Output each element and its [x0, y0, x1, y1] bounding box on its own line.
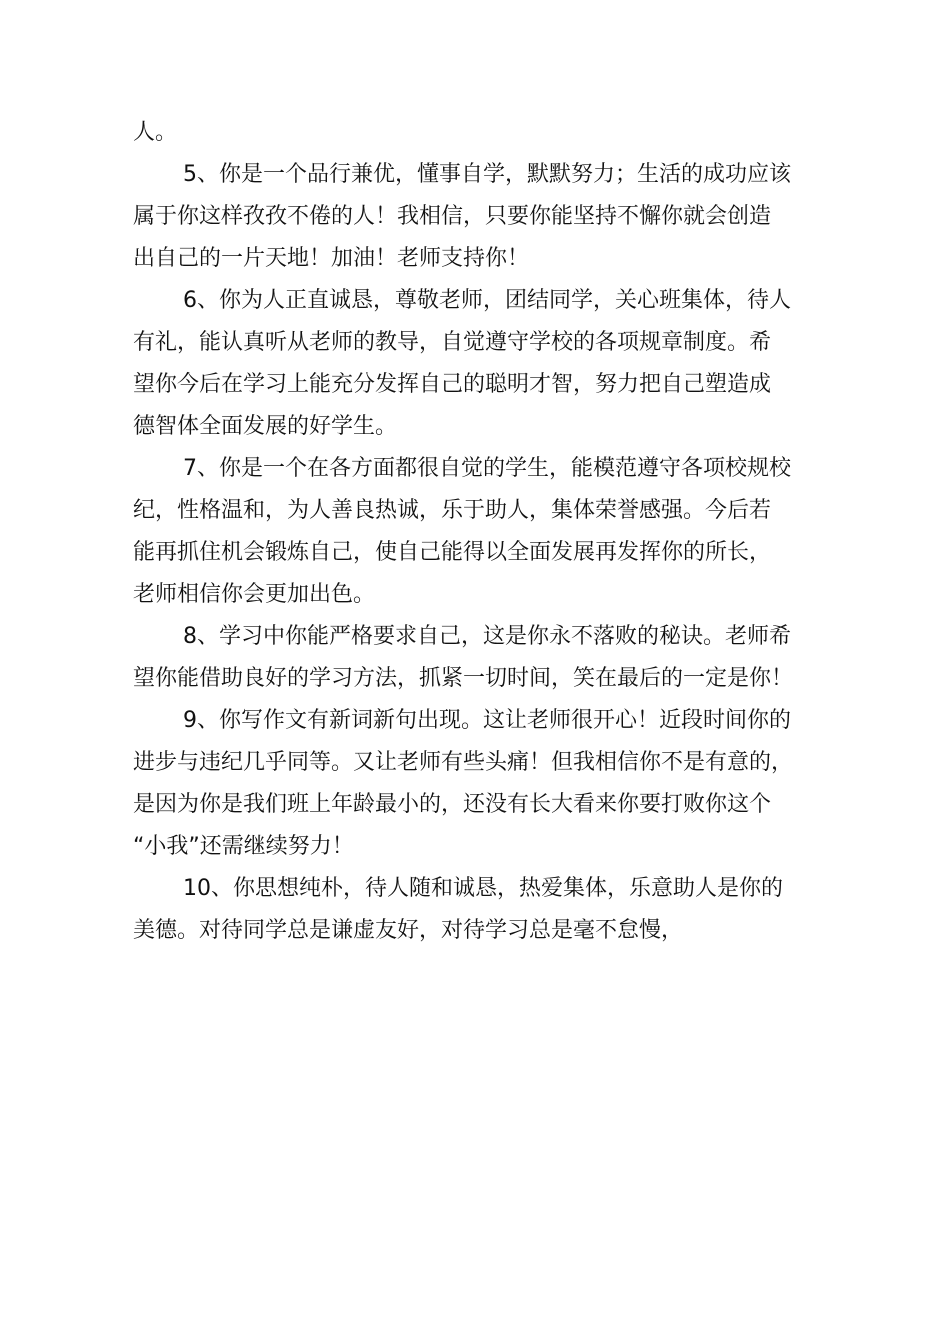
text-line: 望你能借助良好的学习方法，抓紧一切时间，笑在最后的一定是你！ [133, 666, 794, 691]
text-line: 有礼，能认真听从老师的教导，自觉遵守学校的各项规章制度。希 [133, 330, 772, 355]
text-line: 6、你为人正直诚恳，尊敬老师，团结同学，关心班集体，待人 [183, 288, 791, 313]
text-line: 能再抓住机会锻炼自己，使自己能得以全面发展再发挥你的所长， [133, 540, 772, 565]
text-line: 10、你思想纯朴，待人随和诚恳，热爱集体，乐意助人是你的 [183, 876, 783, 901]
text-line: 望你今后在学习上能充分发挥自己的聪明才智，努力把自己塑造成 [133, 372, 772, 397]
text-line: 是因为你是我们班上年龄最小的，还没有长大看来你要打败你这个 [133, 792, 772, 817]
text-line: 5、你是一个品行兼优，懂事自学，默默努力；生活的成功应该 [183, 162, 791, 187]
text-line: 纪，性格温和，为人善良热诚，乐于助人，集体荣誉感强。今后若 [133, 498, 772, 523]
text-line: 德智体全面发展的好学生。 [133, 414, 398, 439]
text-line: 老师相信你会更加出色。 [133, 582, 376, 607]
text-line: 9、你写作文有新词新句出现。这让老师很开心！近段时间你的 [183, 708, 791, 733]
text-line: “小我”还需继续努力！ [133, 834, 354, 859]
text-line: 属于你这样孜孜不倦的人！我相信，只要你能坚持不懈你就会创造 [133, 204, 772, 229]
text-line: 出自己的一片天地！加油！老师支持你！ [133, 246, 530, 271]
document-body [133, 112, 833, 952]
text-line: 进步与违纪几乎同等。又让老师有些头痛！但我相信你不是有意的， [133, 750, 794, 775]
text-line: 美德。对待同学总是谦虚友好，对待学习总是毫不怠慢， [133, 918, 684, 943]
text-line: 8、学习中你能严格要求自己，这是你永不落败的秘诀。老师希 [183, 624, 791, 649]
text-line: 人。 [133, 120, 178, 145]
text-line: 7、你是一个在各方面都很自觉的学生，能模范遵守各项校规校 [183, 456, 791, 481]
